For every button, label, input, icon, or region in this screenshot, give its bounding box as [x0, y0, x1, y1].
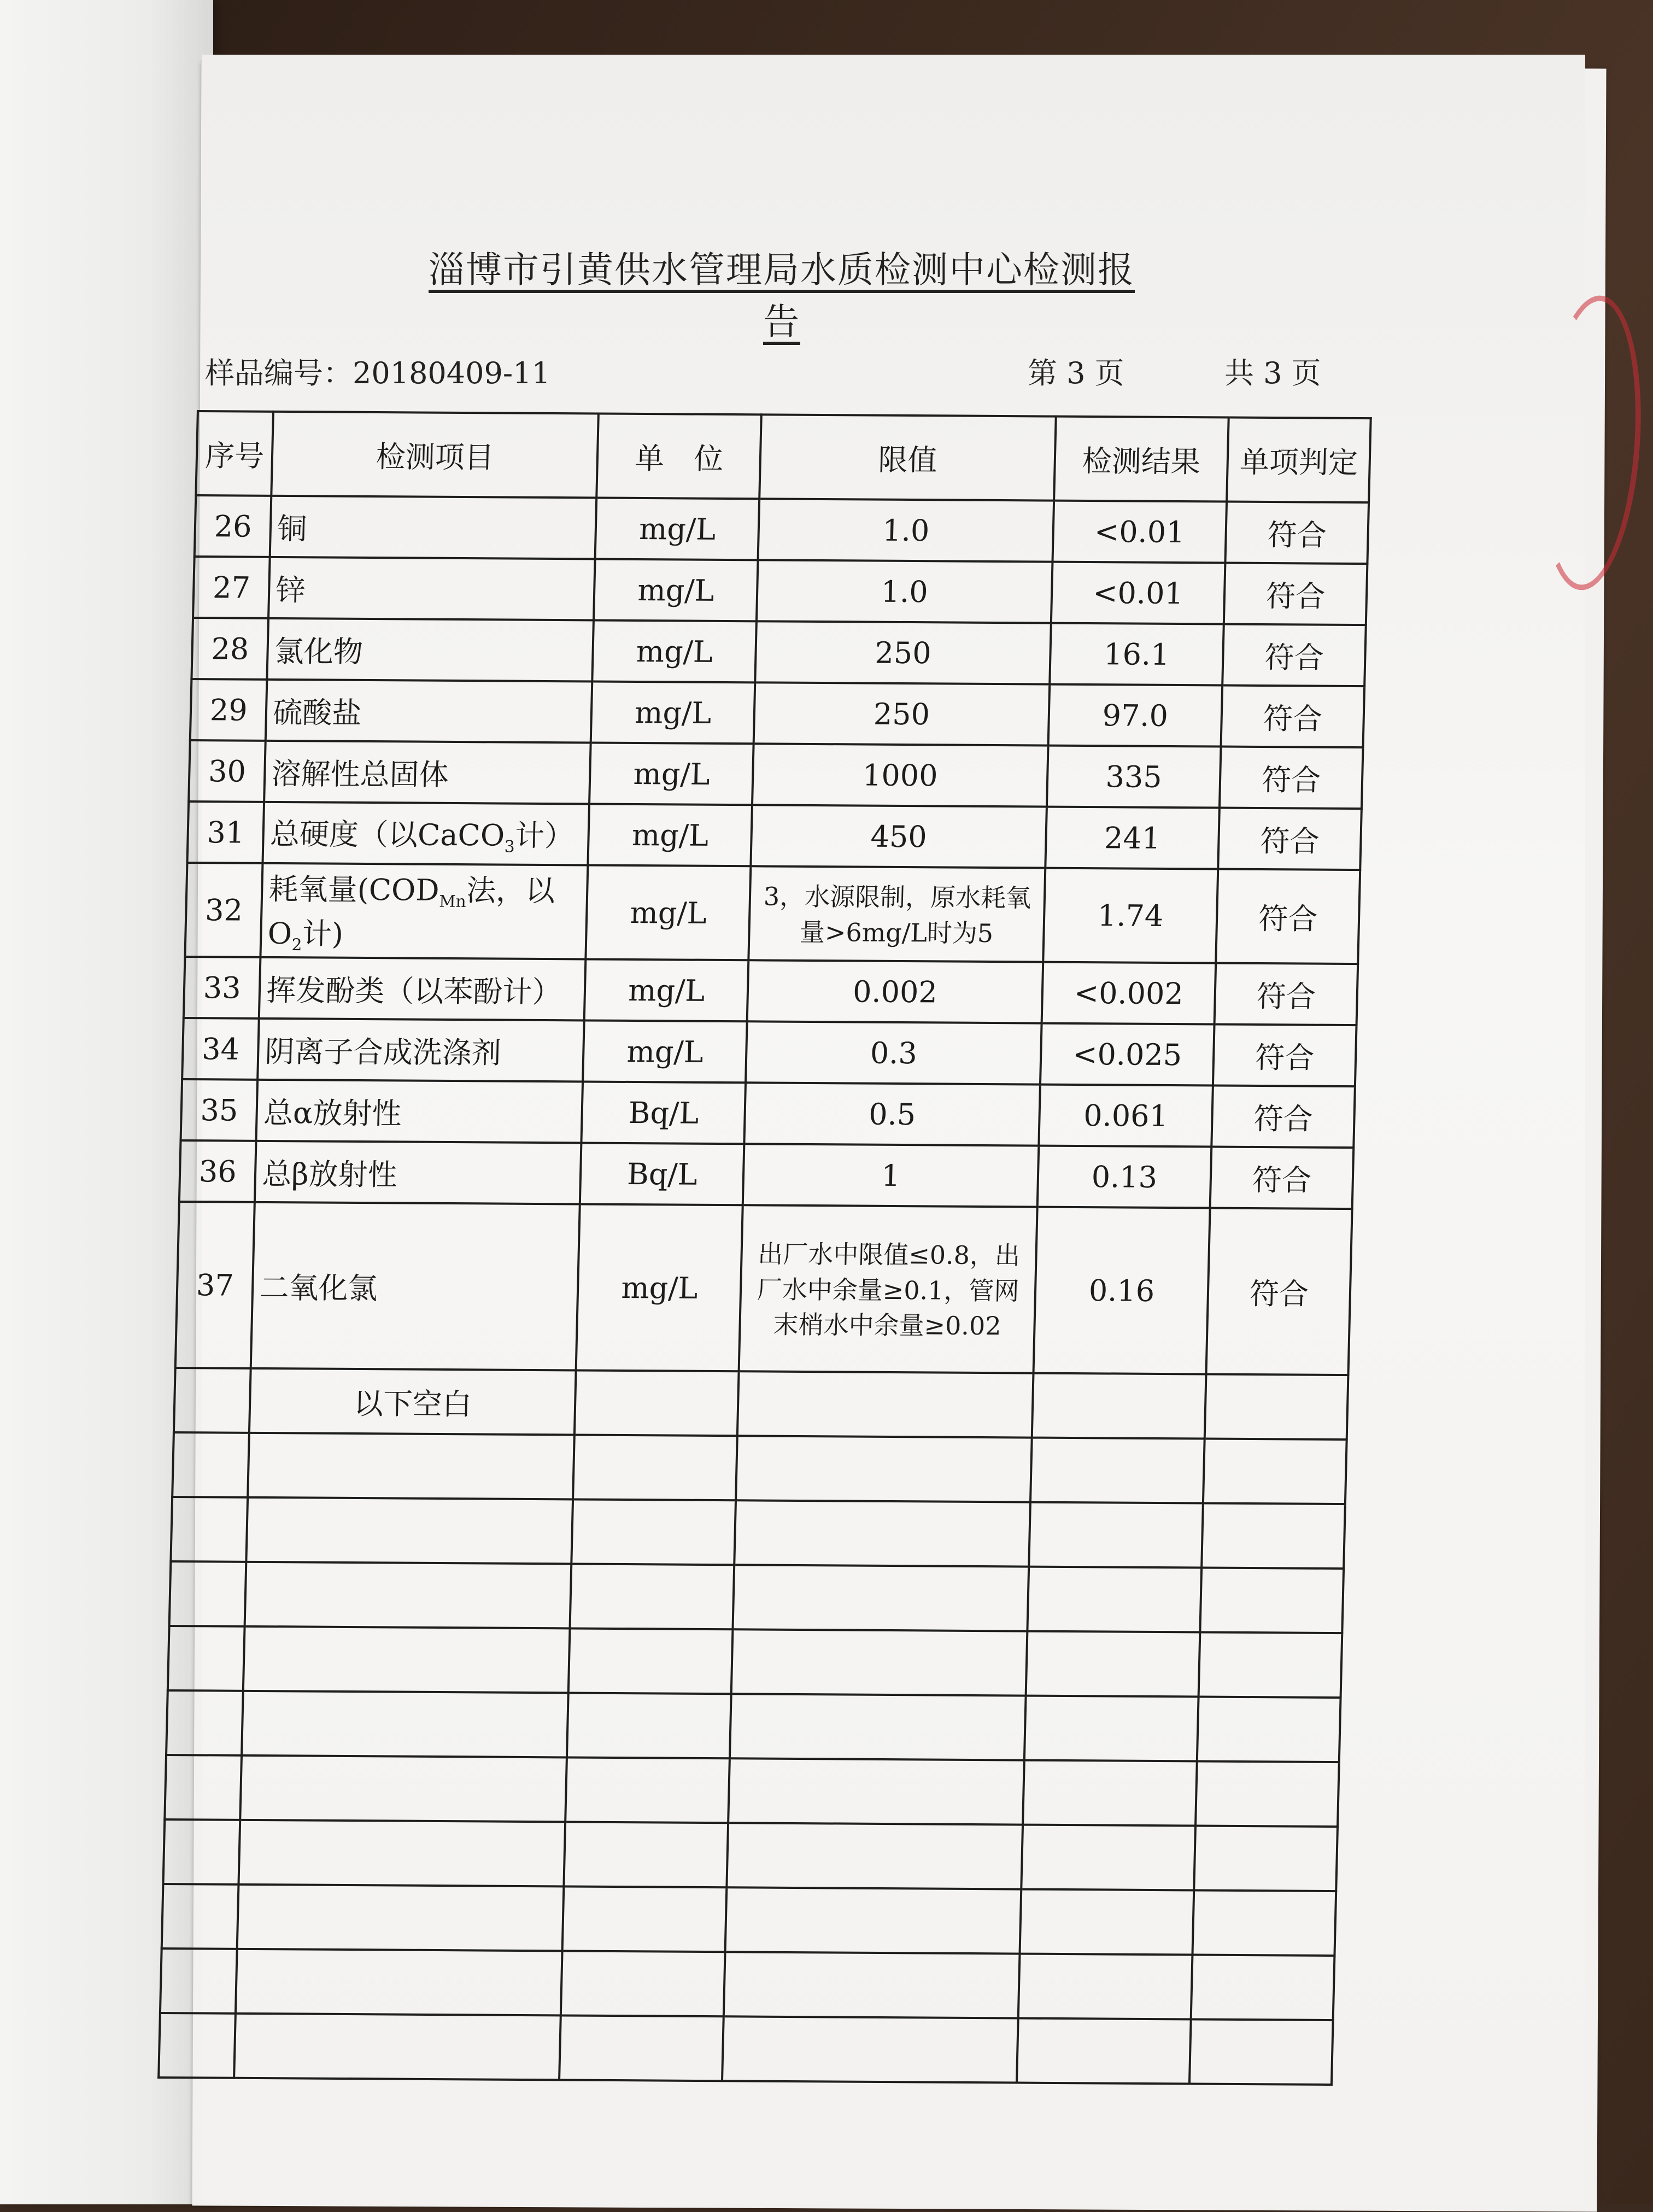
row-judgement: 符合 — [1226, 502, 1369, 564]
empty-cell — [733, 1565, 1029, 1631]
table-row — [190, 679, 1364, 747]
empty-cell — [1019, 1889, 1194, 1955]
row-limit: 0.3 — [746, 1021, 1041, 1084]
row-result: 335 — [1047, 746, 1221, 808]
empty-cell — [239, 1820, 565, 1887]
row-limit: 0.002 — [747, 960, 1043, 1023]
row-judgement: 符合 — [1224, 563, 1367, 625]
row-item: 氯化物 — [267, 618, 594, 682]
header-no: 序号 — [196, 411, 273, 496]
empty-cell — [174, 1368, 251, 1433]
row-result: 1.74 — [1043, 868, 1218, 963]
row-no: 33 — [184, 957, 261, 1019]
row-judgement: 符合 — [1213, 1025, 1356, 1087]
empty-cell — [1205, 1374, 1348, 1440]
table-row-blank — [169, 1561, 1344, 1633]
empty-cell — [1021, 1825, 1195, 1891]
row-no: 30 — [189, 740, 266, 802]
table-row-blank — [171, 1497, 1345, 1569]
empty-cell — [235, 2014, 561, 2080]
total-pages: 共 3 页 — [1224, 356, 1321, 390]
empty-cell — [160, 1948, 237, 2014]
row-item — [261, 863, 588, 959]
header-judgement: 单项判定 — [1227, 418, 1370, 503]
empty-cell — [159, 2013, 236, 2078]
row-judgement: 符合 — [1215, 963, 1358, 1026]
empty-cell — [565, 1757, 730, 1823]
row-item: 锌 — [268, 557, 595, 621]
table-row — [179, 1140, 1353, 1209]
empty-cell — [169, 1561, 247, 1626]
empty-cell — [1194, 1825, 1338, 1891]
row-limit: 1 — [743, 1144, 1039, 1207]
empty-cell — [237, 1885, 564, 1951]
empty-cell — [1203, 1439, 1346, 1505]
row-judgement: 符合 — [1221, 686, 1364, 748]
header-unit: 单 位 — [596, 413, 761, 499]
row-result: 241 — [1045, 807, 1220, 869]
row-item: 二氧化氯 — [251, 1202, 580, 1371]
row-item: 挥发酚类（以苯酚计） — [259, 957, 585, 1021]
row-no: 36 — [179, 1140, 256, 1202]
table-row — [184, 957, 1358, 1025]
table-row — [189, 740, 1363, 809]
empty-cell — [1197, 1696, 1340, 1762]
row-limit: 250 — [754, 682, 1050, 745]
row-no: 34 — [182, 1018, 259, 1080]
table-row-blank — [166, 1690, 1341, 1762]
limit-text: 出厂水中限值≤0.8，出厂水中余量≥0.1，管网末梢水中余量≥0.02 — [757, 1239, 1021, 1341]
table-row-blank — [165, 1755, 1339, 1827]
empty-cell — [168, 1626, 245, 1691]
table-row-blank — [160, 1948, 1335, 2020]
empty-cell — [171, 1497, 248, 1562]
empty-cell — [1191, 1954, 1334, 2020]
empty-cell — [725, 1887, 1021, 1953]
empty-cell — [163, 1819, 240, 1885]
row-judgement: 符合 — [1222, 624, 1365, 687]
header-limit: 限值 — [760, 414, 1056, 500]
row-limit: 1000 — [752, 744, 1048, 806]
row-limit: 250 — [755, 621, 1051, 684]
item-subscript: Mn — [438, 892, 467, 912]
row-result: 97.0 — [1048, 684, 1222, 747]
report-title: 淄博市引黄供水管理局水质检测中心检测报告 — [429, 249, 1135, 343]
row-unit: Bq/L — [580, 1143, 745, 1205]
row-limit: 450 — [751, 805, 1047, 868]
table-row — [191, 618, 1365, 686]
empty-cell — [737, 1371, 1033, 1437]
empty-cell — [722, 2016, 1018, 2082]
empty-cell — [1193, 1890, 1336, 1956]
empty-cell — [724, 1952, 1019, 2018]
row-no: 26 — [195, 495, 272, 557]
table-row — [181, 1079, 1355, 1148]
row-unit: mg/L — [591, 681, 755, 744]
row-result: <0.025 — [1040, 1023, 1215, 1086]
row-item: 总α放射性 — [256, 1080, 583, 1143]
empty-cell — [245, 1562, 571, 1629]
table-header-row — [196, 411, 1370, 502]
empty-cell — [570, 1564, 735, 1629]
row-item: 铜 — [270, 496, 596, 559]
empty-cell — [166, 1690, 243, 1755]
empty-cell — [247, 1497, 573, 1564]
row-item: 阴离子合成洗涤剂 — [258, 1019, 584, 1082]
empty-cell — [575, 1370, 739, 1436]
row-unit: mg/L — [584, 959, 749, 1021]
empty-cell — [1201, 1503, 1345, 1569]
row-result: <0.002 — [1041, 962, 1216, 1025]
header-item: 检测项目 — [272, 412, 599, 498]
row-result: 16.1 — [1050, 623, 1224, 686]
row-limit — [739, 1205, 1037, 1373]
row-item: 总β放射性 — [255, 1141, 581, 1204]
empty-cell — [729, 1758, 1024, 1824]
empty-cell — [1030, 1438, 1205, 1503]
empty-cell — [1027, 1567, 1201, 1632]
row-unit: mg/L — [595, 498, 760, 560]
empty-cell — [736, 1436, 1031, 1502]
row-unit: Bq/L — [582, 1081, 746, 1144]
row-item: 溶解性总固体 — [265, 741, 591, 804]
row-result: 0.16 — [1033, 1207, 1210, 1374]
empty-cell — [1031, 1373, 1206, 1439]
row-unit: mg/L — [585, 865, 751, 960]
table-row-blank — [168, 1626, 1343, 1698]
table-row — [175, 1202, 1352, 1375]
row-judgement: 符合 — [1206, 1208, 1352, 1376]
row-judgement: 符合 — [1210, 1147, 1353, 1209]
row-judgement: 符合 — [1216, 869, 1361, 964]
empty-cell — [1199, 1632, 1342, 1698]
row-unit: mg/L — [588, 804, 752, 866]
sample-number: 样品编号：20180409-11 — [205, 356, 550, 390]
row-unit: mg/L — [589, 742, 754, 805]
row-no: 32 — [185, 863, 262, 957]
empty-cell — [1025, 1631, 1200, 1697]
empty-note: 以下空白 — [249, 1368, 576, 1435]
empty-cell — [165, 1755, 242, 1820]
empty-cell — [248, 1433, 575, 1500]
table-row-blank — [172, 1432, 1347, 1504]
empty-cell — [562, 1886, 727, 1952]
row-no: 28 — [191, 618, 268, 680]
empty-cell — [236, 1949, 562, 2016]
row-limit — [749, 866, 1045, 962]
test-results-table — [157, 410, 1372, 2086]
empty-cell — [730, 1694, 1025, 1760]
row-no: 27 — [193, 557, 270, 618]
empty-cell — [1195, 1761, 1339, 1827]
row-result: <0.01 — [1051, 562, 1225, 624]
empty-cell — [564, 1822, 728, 1887]
row-unit: mg/L — [594, 559, 758, 621]
item-text: 法，以O — [267, 873, 555, 951]
empty-cell — [241, 1755, 567, 1822]
row-unit: mg/L — [583, 1020, 747, 1082]
row-no: 29 — [190, 679, 267, 741]
table-row-empty-note — [174, 1368, 1349, 1439]
limit-text: 3，水源限制，原水耗氧量>6mg/L时为5 — [763, 881, 1031, 949]
row-unit: mg/L — [592, 620, 757, 682]
empty-cell — [1029, 1502, 1203, 1568]
row-no: 31 — [187, 801, 264, 863]
empty-cell — [243, 1626, 570, 1693]
table-row-blank — [163, 1819, 1338, 1891]
row-result: 0.13 — [1037, 1146, 1211, 1208]
table-row — [185, 863, 1360, 964]
row-limit: 1.0 — [758, 499, 1054, 561]
row-result: <0.01 — [1052, 501, 1227, 563]
row-result: 0.061 — [1039, 1085, 1213, 1147]
header-result: 检测结果 — [1054, 417, 1229, 502]
row-limit: 0.5 — [745, 1082, 1040, 1145]
empty-cell — [172, 1432, 249, 1497]
table-row — [182, 1018, 1356, 1086]
empty-cell — [568, 1628, 733, 1694]
empty-cell — [162, 1884, 239, 1949]
empty-cell — [559, 2015, 724, 2081]
row-judgement: 符合 — [1218, 808, 1362, 870]
table-row-blank — [162, 1884, 1337, 1956]
empty-cell — [561, 1951, 725, 2016]
empty-cell — [1018, 1954, 1192, 2020]
item-subscript: 2 — [291, 935, 302, 955]
empty-cell — [1023, 1760, 1197, 1826]
empty-cell — [573, 1435, 737, 1500]
row-no: 37 — [175, 1202, 255, 1368]
row-judgement: 符合 — [1212, 1086, 1355, 1148]
empty-cell — [735, 1500, 1030, 1566]
item-text: 计) — [302, 916, 344, 951]
table-row — [193, 557, 1367, 625]
row-no: 35 — [181, 1079, 258, 1141]
table-row — [195, 495, 1369, 564]
table-row-blank — [159, 2013, 1333, 2085]
empty-cell — [1200, 1567, 1344, 1633]
item-text: 计） — [514, 818, 575, 853]
row-item: 硫酸盐 — [266, 680, 592, 743]
empty-cell — [571, 1499, 736, 1565]
empty-cell — [567, 1693, 731, 1758]
item-text: 耗氧量(COD — [268, 872, 440, 908]
empty-cell — [1024, 1696, 1198, 1762]
item-text: 总硬度（以CaCO — [269, 816, 505, 853]
empty-cell — [1017, 2018, 1191, 2084]
row-unit: mg/L — [576, 1204, 743, 1371]
table-row — [187, 801, 1361, 870]
page-number: 第 3 页 — [1028, 356, 1124, 390]
empty-cell — [731, 1629, 1027, 1695]
row-limit: 1.0 — [757, 560, 1052, 623]
row-item — [263, 802, 589, 865]
empty-cell — [727, 1823, 1023, 1889]
empty-cell — [1189, 2019, 1333, 2085]
empty-cell — [242, 1691, 568, 1758]
row-judgement: 符合 — [1220, 747, 1363, 809]
item-subscript: 3 — [504, 836, 515, 857]
